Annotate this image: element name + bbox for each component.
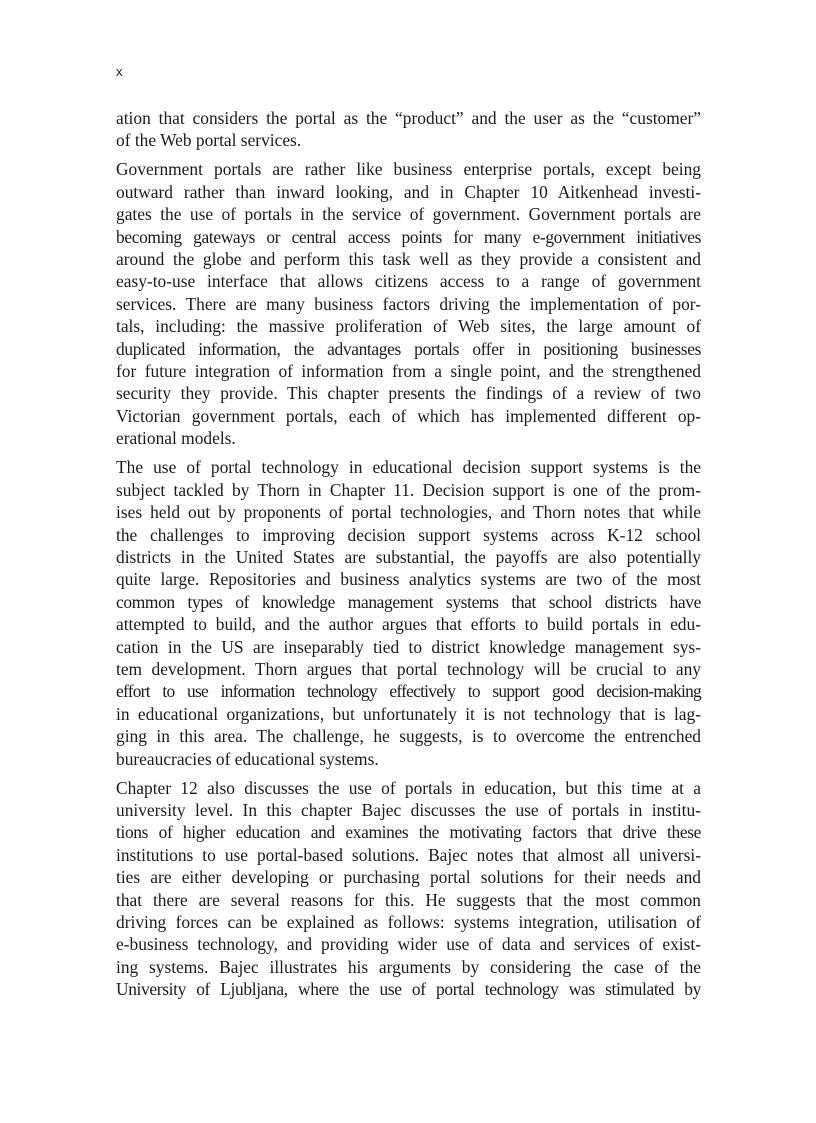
- text-line: subject tackled by Thorn in Chapter 11. Decision support is one of the prom-: [116, 479, 701, 500]
- text-line: cation in the US are inseparably tied to district knowledge management sys-: [116, 636, 701, 657]
- text-line: tem development. Thorn argues that portal technology will be crucial to any: [116, 658, 701, 679]
- paragraph-4: [116, 777, 701, 1001]
- text-line: ises held out by proponents of portal technologies, and Thorn notes that while: [116, 502, 701, 523]
- text-line: services. There are many business factors driving the implementation of por-: [116, 293, 701, 314]
- text-line: duplicated information, the advantages portals offer in positioning businesses: [116, 338, 701, 359]
- text-line: Government portals are rather like business enterprise portals, except being: [116, 159, 701, 180]
- text-line: becoming gateways or central access points for many e-government initiatives: [116, 226, 701, 247]
- paragraph-1: [116, 107, 701, 152]
- text-line: effort to use information technology effectively to support good decision-making: [116, 681, 701, 702]
- text-line: outward rather than inward looking, and in Chapter 10 Aitkenhead investi-: [116, 181, 701, 202]
- text-line: common types of knowledge management systems that school districts have: [116, 591, 701, 612]
- text-line: erational models.: [116, 428, 236, 449]
- text-line: for future integration of information from a single point, and the strengthened: [116, 361, 701, 382]
- text-line: tions of higher education and examines the motivating factors that drive these: [116, 822, 701, 843]
- text-line: university level. In this chapter Bajec discusses the use of portals in institu-: [116, 799, 701, 820]
- paragraph-3: [116, 456, 701, 770]
- text-line: institutions to use portal-based solutions. Bajec notes that almost all universi-: [116, 844, 701, 865]
- text-line: driving forces can be explained as follows: systems integration, utilisation of: [116, 912, 701, 932]
- text-line: quite large. Repositories and business analytics systems are two of the most: [116, 569, 701, 590]
- text-line: districts in the United States are substantial, the payoffs are also potentially: [116, 546, 701, 567]
- text-line: tals, including: the massive proliferation of Web sites, the large amount of: [116, 316, 701, 337]
- text-line: Victorian government portals, each of which has implemented different op-: [116, 405, 701, 426]
- text-line: e-business technology, and providing wider use of data and services of exist-: [116, 934, 701, 955]
- text-line: attempted to build, and the author argues that efforts to build portals in edu-: [116, 614, 701, 635]
- text-line: ing systems. Bajec illustrates his arguments by considering the case of the: [116, 956, 701, 977]
- text-line: the challenges to improving decision support systems across K-12 school: [116, 524, 701, 545]
- paragraph-2: [116, 158, 701, 449]
- text-line: that there are several reasons for this. He suggests that the most common: [116, 889, 701, 910]
- page-number: x: [116, 64, 123, 79]
- text-line: Chapter 12 also discusses the use of portals in education, but this time at a: [116, 777, 701, 798]
- text-line: University of Ljubljana, where the use of portal technology was stimulated by: [116, 979, 701, 1000]
- text-line: ation that considers the portal as the “product” and the user as the “customer”: [116, 108, 701, 128]
- text-line: bureaucracies of educational systems.: [116, 748, 379, 769]
- text-line: around the globe and perform this task well as they provide a consistent and: [116, 249, 701, 270]
- text-line: easy-to-use interface that allows citizens access to a range of government: [116, 271, 701, 292]
- text-line: gates the use of portals in the service of government. Government portals are: [116, 204, 701, 225]
- text-line: security they provide. This chapter presents the findings of a review of two: [116, 383, 701, 404]
- text-line: of the Web portal services.: [116, 130, 302, 151]
- text-line: in educational organizations, but unfortunately it is not technology that is lag-: [116, 703, 701, 724]
- text-line: ging in this area. The challenge, he suggests, is to overcome the entrenched: [116, 726, 701, 747]
- text-line: ties are either developing or purchasing portal solutions for their needs and: [116, 867, 701, 888]
- text-line: The use of portal technology in educational decision support systems is the: [116, 457, 701, 478]
- body-text: [116, 107, 701, 1007]
